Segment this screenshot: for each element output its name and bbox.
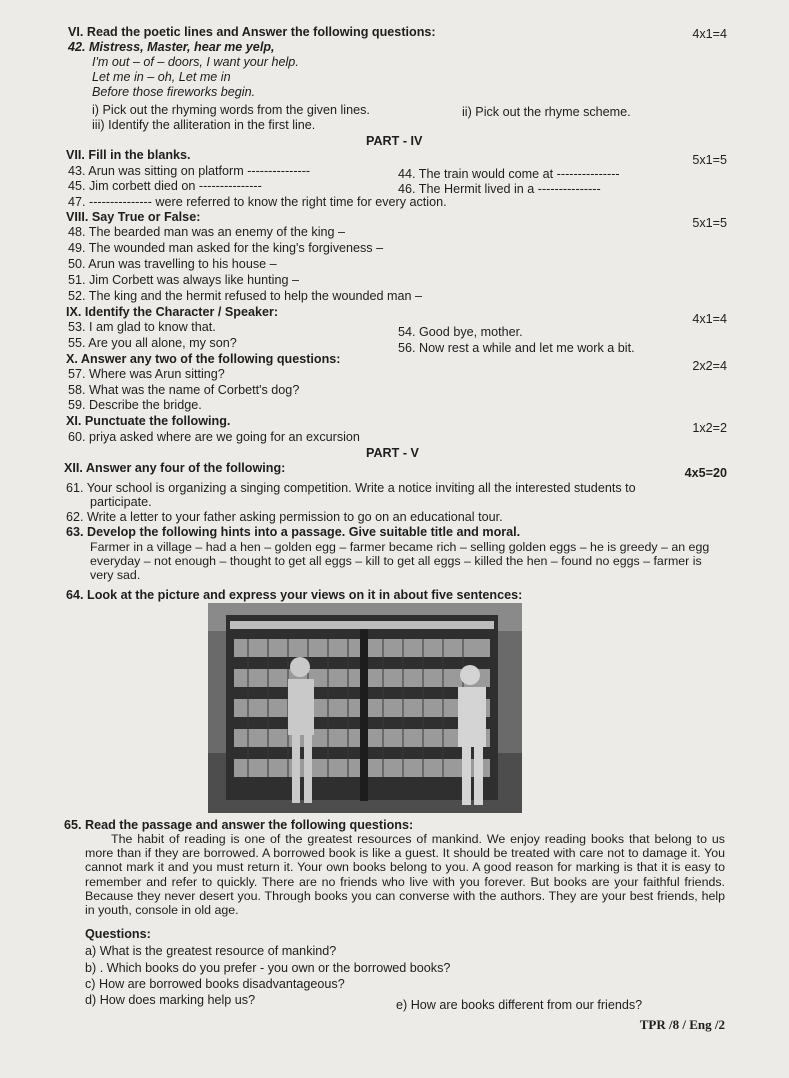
question-53: 53. I am glad to know that. [68, 320, 216, 334]
question-65-e: e) How are books different from our friends? [396, 998, 643, 1012]
library-picture [208, 603, 522, 813]
poem-line-1: 42. Mistress, Master, hear me yelp, [68, 40, 275, 54]
question-47: 47. --------------- were referred to know the right time for every action. [68, 195, 447, 209]
question-65-c: c) How are borrowed books disadvantageous? [85, 977, 345, 991]
question-43: 43. Arun was sitting on platform --------------- [68, 164, 311, 178]
question-58: 58. What was the name of Corbett's dog? [68, 383, 300, 397]
section-12-heading: XII. Answer any four of the following: [64, 461, 286, 475]
section-6-heading: VI. Read the poetic lines and Answer the following questions: [68, 25, 436, 39]
question-64: 64. Look at the picture and express your views on it in about five sentences: [66, 588, 523, 602]
question-60: 60. priya asked where are we going for an excursion [68, 430, 360, 444]
section-12-marks: 4x5=20 [684, 466, 727, 480]
section-8-marks: 5x1=5 [692, 216, 727, 230]
section-11-marks: 1x2=2 [692, 421, 727, 435]
question-63-hints: Farmer in a village – had a hen – golden egg – farmer became rich – selling golden eggs – he is greedy – an egg everyday – not enough – thought to get all eggs – kill to get all eggs – killed the hen – found no eggs – farmer is very sad. [90, 540, 710, 583]
section-6-marks: 4x1=4 [692, 27, 727, 41]
page-footer-code: TPR /8 / Eng /2 [639, 1017, 725, 1032]
question-55: 55. Are you all alone, my son? [68, 336, 237, 350]
question-56: 56. Now rest a while and let me work a bit. [398, 341, 635, 355]
question-63: 63. Develop the following hints into a passage. Give suitable title and moral. [66, 525, 521, 539]
question-50: 50. Arun was travelling to his house – [68, 257, 277, 271]
section-11-heading: XI. Punctuate the following. [66, 414, 231, 428]
library-illustration [208, 603, 522, 813]
poem-line-4: Before those fireworks begin. [92, 85, 256, 99]
question-57: 57. Where was Arun sitting? [68, 367, 225, 381]
section-10-marks: 2x2=4 [692, 359, 727, 373]
question-62: 62. Write a letter to your father asking permission to go on an educational tour. [66, 510, 503, 524]
question-51: 51. Jim Corbett was always like hunting – [68, 273, 299, 287]
question-59: 59. Describe the bridge. [68, 398, 202, 412]
question-44: 44. The train would come at --------------- [398, 167, 620, 181]
section-9-marks: 4x1=4 [692, 312, 727, 326]
section-8-heading: VIII. Say True or False: [66, 210, 201, 224]
question-49: 49. The wounded man asked for the king's forgiveness – [68, 241, 384, 255]
poem-line-3: Let me in – oh, Let me in [92, 70, 231, 84]
question-46: 46. The Hermit lived in a --------------- [398, 182, 601, 196]
question-54: 54. Good bye, mother. [398, 325, 523, 339]
part-4-heading: PART - IV [366, 134, 423, 148]
question-52: 52. The king and the hermit refused to help the wounded man – [68, 289, 423, 303]
section-9-heading: IX. Identify the Character / Speaker: [66, 305, 279, 319]
questions-label: Questions: [85, 927, 151, 941]
question-45: 45. Jim corbett died on --------------- [68, 179, 262, 193]
passage-text: The habit of reading is one of the greatest resources of mankind. We enjoy reading books that belong to us more than if they are borrowed. A borrowed book is like a guest. It should be treated with care not to damage it. You cannot mark it and you must return it. Your own books belong to you. A good reason for marking is that it is easy to remember and refer to quickly. There are no friends who live with you forever. But books are your faithful friends. Because they never desert you. Through books you can converse with the authors. They are your best friends, help in youth, console in old age. [85, 832, 725, 918]
question-42-iii: iii) Identify the alliteration in the first line. [92, 118, 316, 132]
question-61-cont: participate. [90, 495, 152, 509]
section-7-heading: VII. Fill in the blanks. [66, 148, 191, 162]
question-65-d: d) How does marking help us? [85, 993, 256, 1007]
poem-line-2: I'm out – of – doors, I want your help. [92, 55, 299, 69]
question-65-b: b) . Which books do you prefer - you own or the borrowed books? [85, 961, 451, 975]
section-7-marks: 5x1=5 [692, 153, 727, 167]
section-10-heading: X. Answer any two of the following questions: [66, 352, 341, 366]
question-61: 61. Your school is organizing a singing competition. Write a notice inviting all the interested students to [66, 481, 636, 495]
question-65: 65. Read the passage and answer the following questions: [64, 818, 414, 832]
question-42-i: i) Pick out the rhyming words from the given lines. [92, 103, 370, 117]
question-42-ii: ii) Pick out the rhyme scheme. [462, 105, 631, 119]
part-5-heading: PART - V [366, 446, 419, 460]
question-48: 48. The bearded man was an enemy of the king – [68, 225, 346, 239]
question-65-a: a) What is the greatest resource of mankind? [85, 944, 337, 958]
